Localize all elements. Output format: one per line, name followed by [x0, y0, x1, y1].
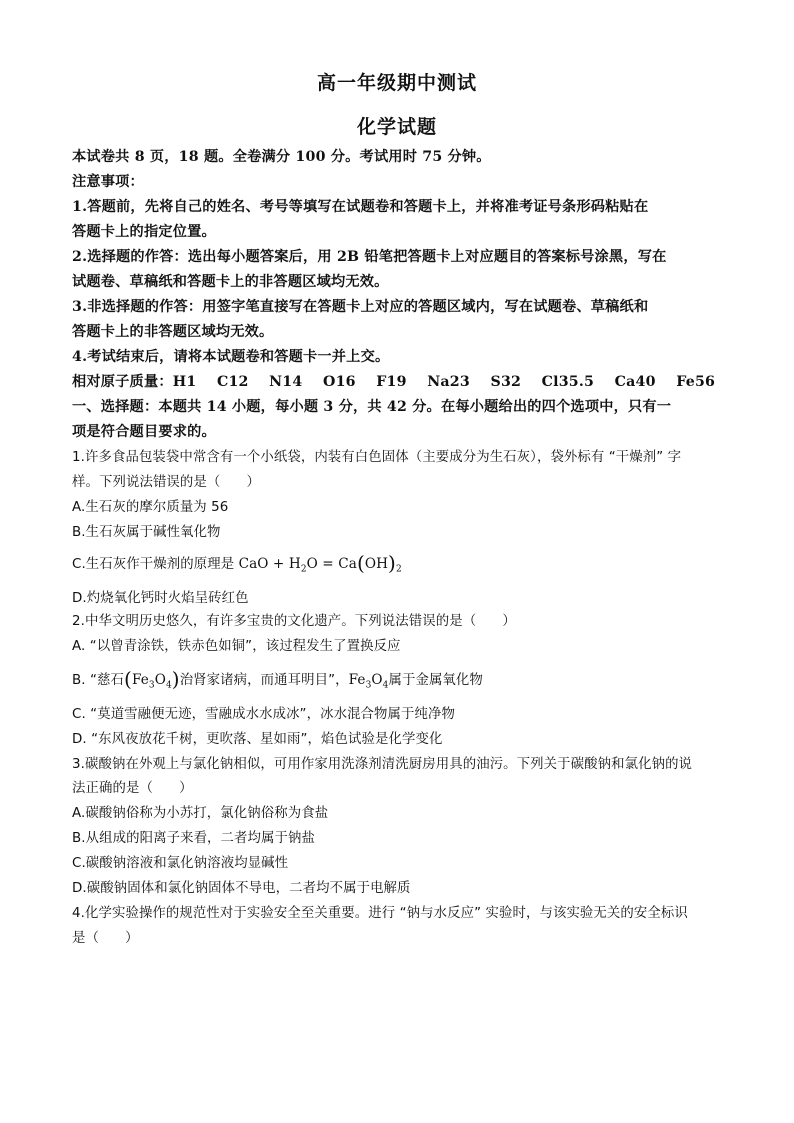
q2-option-d: D. “东风夜放花千树，更吹落、星如雨”，焰色试验是化学变化: [72, 732, 443, 747]
q3-option-d: D.碳酸钠固体和氯化钠固体不导电，二者均不属于电解质: [72, 881, 411, 896]
q1-option-c: [72, 551, 402, 577]
page-title: 高一年级期中测试: [316, 72, 477, 94]
q2-option-c: C. “莫道雪融便无迹，雪融成水水成冰”，冰水混合物属于纯净物: [72, 707, 455, 722]
q4-stem-cont: 是（ ）: [72, 931, 139, 946]
notice-line: 2.选择题的作答：选出每小题答案后，用 2B 铅笔把答题卡上对应题目的答案标号涂黑，写在: [72, 249, 667, 265]
q3-option-a: A.碳酸钠俗称为小苏打，氯化钠俗称为食盐: [72, 806, 329, 821]
notice-line: 3.非选择题的作答：用签字笔直接写在答题卡上对应的答题区域内，写在试题卷、草稿纸和: [72, 299, 649, 315]
q2-option-a: A. “以曾青涂铁，铁赤色如铜”，该过程发生了置换反应: [72, 639, 401, 654]
notice-heading: 注意事项：: [72, 174, 144, 190]
q2-option-b: B. “慈石$(Fe_3O_4)$治肾家诸病，而通耳明目”，$Fe_3O_4$属于金属氧化物: [72, 667, 483, 691]
q1-stem: 1.许多食品包装袋中常含有一个小纸袋，内装有白色固体（主要成分为生石灰），袋外标有 “干燥剂” 字: [72, 450, 682, 465]
notice-line: 1.答题前，先将自己的姓名、考号等填写在试题卷和答题卡上，并将准考证号条形码粘贴在: [72, 199, 649, 215]
q2-formula: $(Fe_3O_4)$: [124, 667, 180, 691]
q2-formula: $Fe_3O_4$: [348, 672, 389, 691]
atomic-masses: 相对原子质量：H1 C12 N14 O16 F19 Na23 S32 Cl35.5 Ca40 Fe56: [72, 374, 716, 390]
notice-line: 答题卡上的非答题区域均无效。: [72, 324, 274, 340]
q3-stem: 3.碳酸钠在外观上与氯化钠相似，可用作家用洗涤剂清洗厨房用具的油污。下列关于碳酸钠和氯化钠的说: [72, 757, 693, 772]
page-subtitle: 化学试题: [356, 116, 437, 138]
q1-stem-cont: 样。下列说法错误的是（ ）: [72, 475, 261, 490]
notice-line: 答题卡上的指定位置。: [72, 224, 216, 240]
section-heading-cont: 项是符合题目要求的。: [72, 424, 216, 440]
q1-option-d: D.灼烧氧化钙时火焰呈砖红色: [72, 591, 249, 606]
q1-option-c-text: C.生石灰作干燥剂的原理是: [72, 557, 239, 572]
q3-stem-cont: 法正确的是（ ）: [72, 781, 193, 796]
q3-option-b: B.从组成的阳离子来看，二者均属于钠盐: [72, 831, 315, 846]
q1-equation: CaO + $H_2O = Ca(OH)_2$: [238, 551, 402, 575]
section-heading: 一、选择题：本题共 14 小题，每小题 3 分，共 42 分。在每小题给出的四个选项中，只有一: [72, 399, 672, 415]
notice-line: 4.考试结束后，请将本试题卷和答题卡一并上交。: [72, 349, 390, 365]
q1-option-b: B.生石灰属于碱性氧化物: [72, 525, 221, 540]
exam-summary: 本试卷共 8 页，18 题。全卷满分 100 分。考试用时 75 分钟。: [72, 149, 491, 165]
q4-stem: 4.化学实验操作的规范性对于实验安全至关重要。进行 “钠与水反应” 实验时，与该实验无关的安全标识: [72, 906, 688, 921]
q2-stem: 2.中华文明历史悠久，有许多宝贵的文化遗产。下列说法错误的是（ ）: [72, 614, 516, 629]
notice-line: 试题卷、草稿纸和答题卡上的非答题区域均无效。: [72, 274, 389, 290]
q1-option-a: A.生石灰的摩尔质量为 56: [72, 500, 229, 515]
q3-option-c: C.碳酸钠溶液和氯化钠溶液均显碱性: [72, 856, 289, 871]
